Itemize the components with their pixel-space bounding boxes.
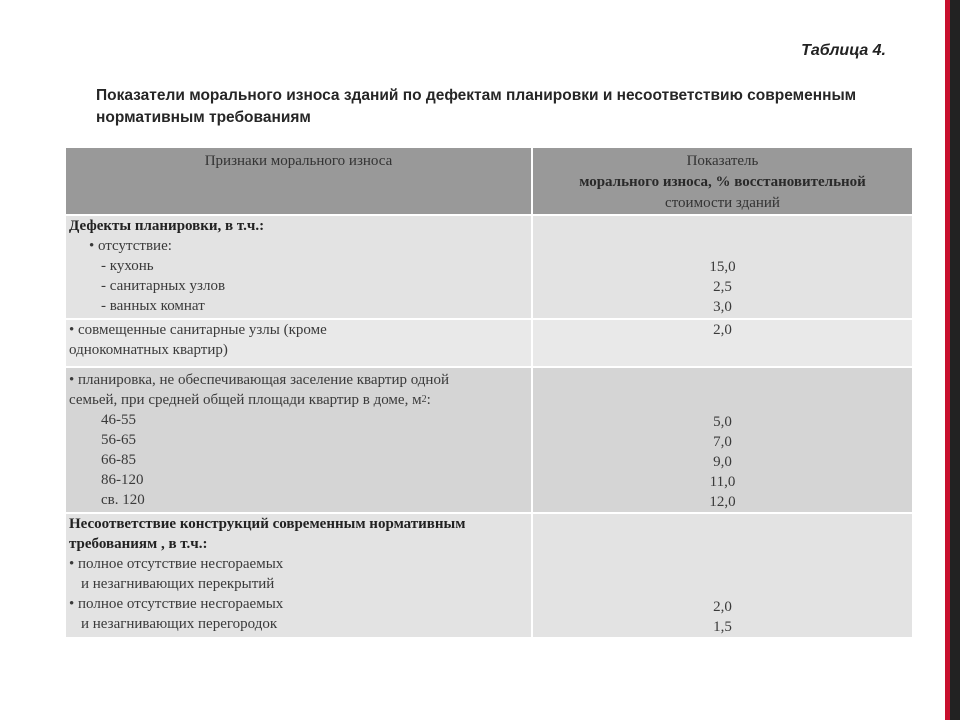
row-value: 11,0 — [709, 474, 736, 490]
row-item: св. 120 — [101, 492, 145, 508]
header-indicator-line2: морального износа, % восстановительной — [579, 174, 866, 190]
row-heading: Несоответствие конструкций современным нормативным — [69, 516, 466, 532]
table-row — [65, 215, 913, 319]
row-item: 56-65 — [101, 432, 136, 448]
row-heading: Дефекты планировки, в т.ч.: — [69, 218, 265, 234]
row-line: • совмещенные санитарные узлы (кроме — [69, 322, 327, 338]
row-value: 3,0 — [713, 299, 732, 315]
row-heading: требованиям , в т.ч.: — [69, 536, 208, 552]
row-value: 12,0 — [709, 494, 736, 510]
row-item: 66-85 — [101, 452, 136, 468]
row-value: 2,0 — [713, 599, 732, 615]
row-value: 1,5 — [713, 619, 732, 635]
row-value: 2,0 — [713, 322, 732, 338]
table-row — [65, 367, 913, 513]
row-value: 9,0 — [713, 454, 732, 470]
square-superscript: 2 — [421, 394, 427, 405]
row-item: 46-55 — [101, 412, 136, 428]
header-indicator-line1: Показатель — [686, 153, 759, 169]
row-item: - санитарных узлов — [101, 278, 226, 294]
row-line-text: семьей, при средней общей площади квартир в доме, м — [69, 392, 422, 408]
row-item: 86-120 — [101, 472, 144, 488]
row-item: - кухонь — [101, 258, 154, 274]
header-indicator-line3: стоимости зданий — [665, 195, 780, 211]
table-row — [65, 513, 913, 638]
row-line: однокомнатных квартир) — [69, 342, 228, 358]
accent-bar-dark — [950, 0, 960, 720]
row-value: 7,0 — [713, 434, 732, 450]
row-item: • полное отсутствие несгораемых — [69, 596, 284, 612]
row-item: и незагнивающих перекрытий — [81, 576, 275, 592]
row-item: • полное отсутствие несгораемых — [69, 556, 284, 572]
row-item: - ванных комнат — [101, 298, 205, 314]
table-header-row — [65, 147, 913, 215]
row-values-cell — [532, 513, 913, 638]
row-line: • планировка, не обеспечивающая заселение квартир одной — [69, 372, 449, 388]
row-signs-cell — [65, 513, 532, 638]
row-line — [69, 390, 531, 410]
row-value: 15,0 — [709, 259, 736, 275]
header-col-indicator — [532, 147, 913, 215]
row-line-end: : — [426, 392, 431, 408]
row-signs-cell — [65, 367, 532, 513]
row-signs-cell — [65, 215, 532, 319]
row-values-cell — [532, 319, 913, 367]
table-caption: Таблица 4. — [801, 42, 886, 59]
header-col-signs: Признаки морального износа — [65, 147, 532, 215]
row-value: 2,5 — [713, 279, 732, 295]
page-title: Показатели морального износа зданий по дефектам планировки и несоответствию современным нормативным требованиям — [96, 87, 857, 126]
row-values-cell — [532, 215, 913, 319]
row-item: и незагнивающих перегородок — [81, 616, 278, 632]
row-values-cell — [532, 367, 913, 513]
wear-table — [64, 146, 914, 639]
row-signs-cell — [65, 319, 532, 367]
table-row — [65, 319, 913, 367]
row-value: 5,0 — [713, 414, 732, 430]
row-subheading: • отсутствие: — [89, 238, 172, 254]
